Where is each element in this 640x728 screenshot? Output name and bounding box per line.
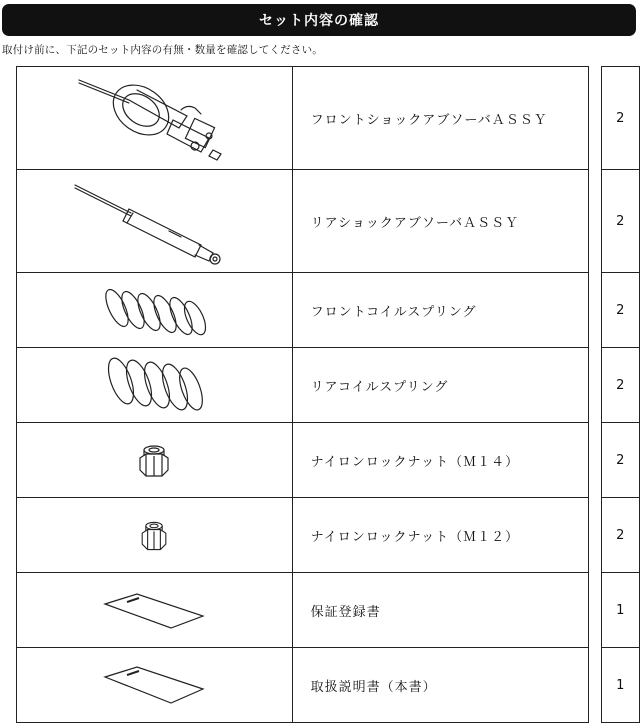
item-image-cell: [17, 273, 293, 348]
table-row: [17, 348, 640, 423]
item-qty: 2: [601, 348, 639, 423]
table-row: [17, 648, 640, 723]
nylon-lock-nut-icon: [132, 438, 176, 482]
column-gap: [588, 573, 601, 648]
column-gap: [588, 273, 601, 348]
item-name: 保証登録書: [292, 573, 588, 648]
table-row: [17, 423, 640, 498]
item-name: リアショックアブソーバＡＳＳＹ: [292, 170, 588, 273]
rear-coil-spring-icon: [99, 351, 209, 419]
column-gap: [588, 170, 601, 273]
rear-shock-absorber-icon: [69, 173, 239, 269]
item-name: リアコイルスプリング: [292, 348, 588, 423]
instruction-manual-icon: [99, 663, 209, 707]
column-gap: [588, 348, 601, 423]
item-name: フロントコイルスプリング: [292, 273, 588, 348]
table-row: [17, 573, 640, 648]
item-image-cell: [17, 67, 293, 170]
item-image-cell: [17, 648, 293, 723]
column-gap: [588, 423, 601, 498]
item-name: ナイロンロックナット（Ｍ１２）: [292, 498, 588, 573]
item-qty: 2: [601, 498, 639, 573]
intro-text: 取付け前に、下記のセット内容の有無・数量を確認してください。: [2, 44, 323, 56]
section-title: セット内容の確認: [259, 13, 379, 29]
column-gap: [588, 67, 601, 170]
item-qty: 2: [601, 423, 639, 498]
nylon-lock-nut-icon: [134, 515, 174, 555]
item-name: 取扱説明書（本書）: [292, 648, 588, 723]
item-image-cell: [17, 498, 293, 573]
item-qty: 1: [601, 573, 639, 648]
front-coil-spring-icon: [99, 278, 209, 342]
table-row: [17, 67, 640, 170]
column-gap: [588, 498, 601, 573]
item-name: ナイロンロックナット（Ｍ１４）: [292, 423, 588, 498]
table-row: [17, 170, 640, 273]
item-qty: 2: [601, 170, 639, 273]
warranty-card-icon: [99, 588, 209, 632]
item-qty: 1: [601, 648, 639, 723]
section-title-bar: [2, 4, 636, 36]
column-gap: [588, 648, 601, 723]
front-strut-assembly-icon: [69, 70, 239, 166]
table-row: [17, 273, 640, 348]
item-name: フロントショックアブソーバＡＳＳＹ: [292, 67, 588, 170]
contents-table: [16, 66, 640, 723]
item-image-cell: [17, 573, 293, 648]
item-qty: 2: [601, 67, 639, 170]
item-image-cell: [17, 423, 293, 498]
item-image-cell: [17, 348, 293, 423]
item-qty: 2: [601, 273, 639, 348]
table-row: [17, 498, 640, 573]
item-image-cell: [17, 170, 293, 273]
